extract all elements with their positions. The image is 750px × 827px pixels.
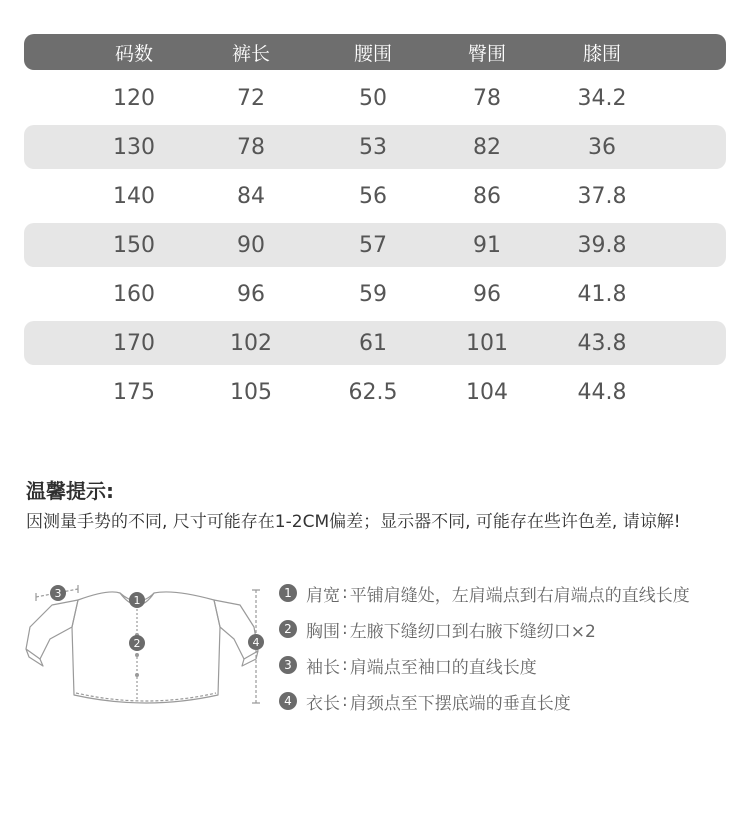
table-cell: 91 — [473, 232, 501, 258]
legend-number: 2 — [279, 620, 297, 638]
marker-1 — [129, 592, 145, 608]
header-waist: 腰围 — [353, 42, 392, 65]
tips-text: 因测量手势的不同, 尺寸可能存在1-2CM偏差；显示器不同, 可能存在些许色差, 请谅解! — [26, 512, 681, 532]
table-cell: 72 — [237, 85, 265, 111]
table-cell: 140 — [113, 183, 155, 209]
table-cell: 37.8 — [577, 183, 627, 209]
legend-item: 4 衣长 : 肩颈点至下摆底端的垂直长度 — [279, 683, 739, 719]
table-cell: 62.5 — [348, 379, 398, 405]
table-cell: 57 — [359, 232, 387, 258]
table-cell: 104 — [466, 379, 508, 405]
table-cell: 59 — [359, 281, 387, 307]
legend-item: 1 肩宽 : 平铺肩缝处，左肩端点到右肩端点的直线长度 — [279, 575, 739, 611]
legend-description: 肩颈点至下摆底端的垂直长度 — [349, 693, 571, 714]
legend-description: 肩端点至袖口的直线长度 — [349, 657, 537, 678]
legend-description: 左腋下缝纫口到右腋下缝纫口×2 — [349, 621, 596, 642]
header-pants-length: 裤长 — [231, 42, 270, 65]
legend-number: 3 — [279, 656, 297, 674]
table-cell: 102 — [230, 330, 272, 356]
table-row — [24, 76, 726, 120]
legend-label: 衣长 — [306, 693, 340, 714]
table-cell: 96 — [237, 281, 265, 307]
table-row — [24, 125, 726, 169]
table-header — [24, 34, 726, 70]
header-knee: 膝围 — [582, 42, 621, 65]
table-row — [24, 223, 726, 267]
table-cell: 84 — [237, 183, 265, 209]
marker-4-label: 4 — [252, 636, 260, 649]
table-cell: 61 — [359, 330, 387, 356]
table-cell: 96 — [473, 281, 501, 307]
table-cell: 120 — [113, 85, 155, 111]
marker-3-label: 3 — [54, 587, 62, 600]
table-cell: 175 — [113, 379, 155, 405]
legend-item: 3 袖长 : 肩端点至袖口的直线长度 — [279, 647, 739, 683]
legend-number: 1 — [279, 584, 297, 602]
table-cell: 56 — [359, 183, 387, 209]
legend-label: 肩宽 — [306, 585, 340, 606]
marker-2 — [129, 635, 145, 651]
table-cell: 86 — [473, 183, 501, 209]
tips-title: 温馨提示: — [26, 479, 114, 503]
table-cell: 101 — [466, 330, 508, 356]
table-cell: 160 — [113, 281, 155, 307]
table-cell: 82 — [473, 134, 501, 160]
table-cell: 34.2 — [577, 85, 627, 111]
marker-1-label: 1 — [133, 594, 141, 607]
marker-4 — [248, 634, 264, 650]
legend-label: 胸围 — [306, 621, 340, 642]
table-cell: 150 — [113, 232, 155, 258]
garment-diagram — [16, 575, 276, 720]
table-cell: 36 — [588, 134, 616, 160]
table-cell: 78 — [473, 85, 501, 111]
table-cell: 41.8 — [577, 281, 627, 307]
table-cell: 39.8 — [577, 232, 627, 258]
table-row — [24, 272, 726, 316]
marker-3 — [50, 585, 66, 601]
table-cell: 43.8 — [577, 330, 627, 356]
measurement-legend — [279, 575, 739, 719]
table-cell: 90 — [237, 232, 265, 258]
table-row — [24, 370, 726, 414]
table-cell: 105 — [230, 379, 272, 405]
marker-2-label: 2 — [133, 637, 141, 650]
table-row — [24, 321, 726, 365]
header-hip: 臀围 — [467, 42, 506, 65]
legend-item: 2 胸围 : 左腋下缝纫口到右腋下缝纫口×2 — [279, 611, 739, 647]
size-table — [24, 34, 726, 419]
legend-description: 平铺肩缝处，左肩端点到右肩端点的直线长度 — [349, 585, 690, 606]
table-cell: 170 — [113, 330, 155, 356]
table-cell: 50 — [359, 85, 387, 111]
table-cell: 44.8 — [577, 379, 627, 405]
table-cell: 53 — [359, 134, 387, 160]
header-size: 码数 — [114, 42, 153, 65]
legend-number: 4 — [279, 692, 297, 710]
table-cell: 78 — [237, 134, 265, 160]
table-row — [24, 174, 726, 218]
legend-label: 袖长 — [306, 657, 340, 678]
table-cell: 130 — [113, 134, 155, 160]
